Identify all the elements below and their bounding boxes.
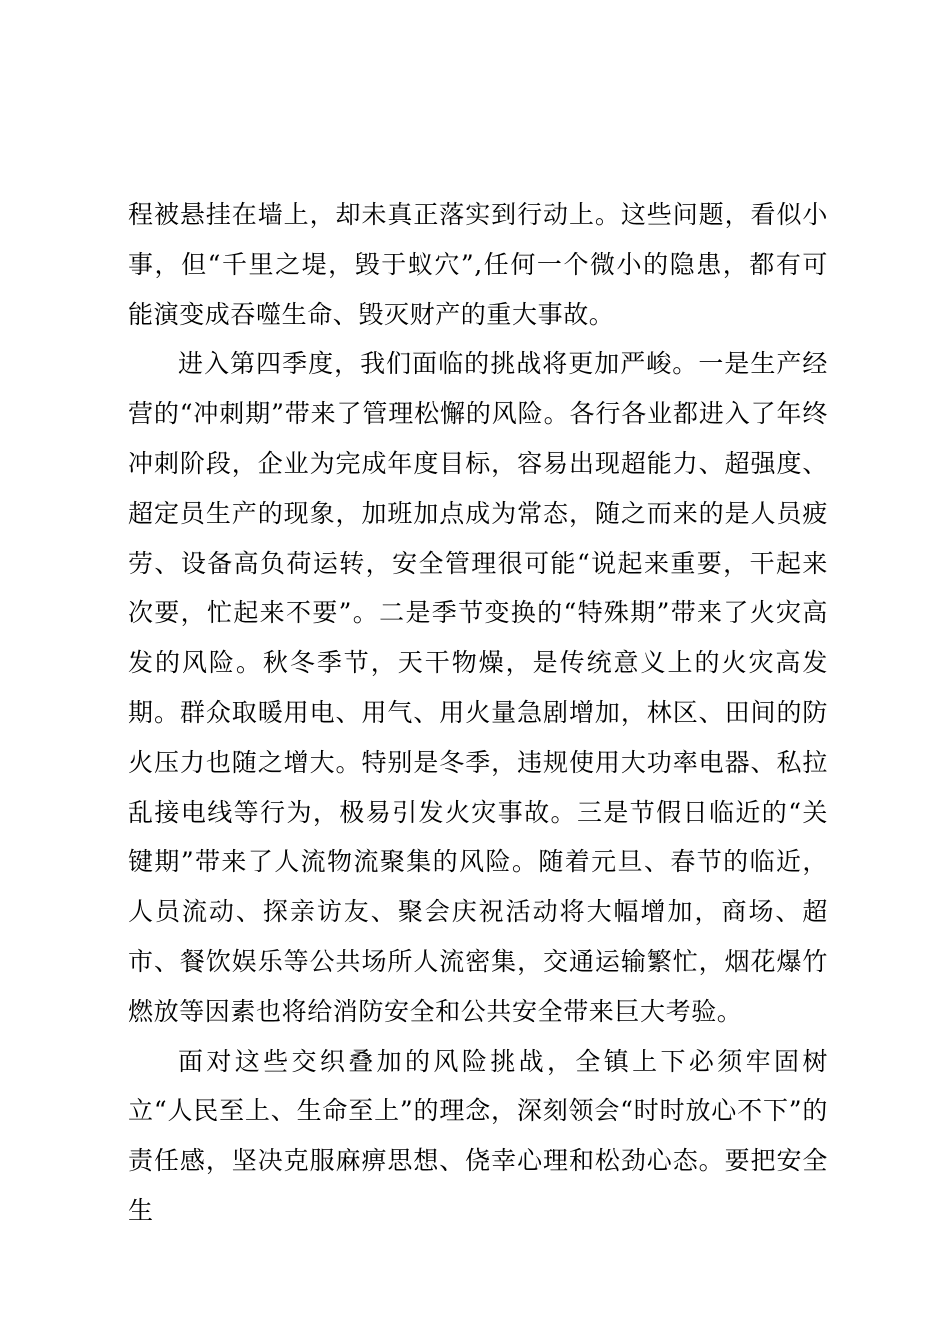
document-body: [128, 190, 828, 1236]
paragraph-fourth-quarter-challenges: 进入第四季度，我们面临的挑战将更加严峻。一是生产经营的“冲刺期”带来了管理松懈的风险。各行各业都进入了年终冲刺阶段，企业为完成年度目标，容易出现超能力、超强度、超定员生产的现象，加班加点成为常态，随之而来的是人员疲劳、设备高负荷运转，安全管理很可能“说起来重要，干起来次要，忙起来不要”。二是季节变换的“特殊期”带来了火灾高发的风险。秋冬季节，天干物燥，是传统意义上的火灾高发期。群众取暖用电、用气、用火量急剧增加，林区、田间的防火压力也随之增大。特别是冬季，违规使用大功率电器、私拉乱接电线等行为，极易引发火灾事故。三是节假日临近的“关键期”带来了人流物流聚集的风险。随着元旦、春节的临近，人员流动、探亲访友、聚会庆祝活动将大幅增加，商场、超市、餐饮娱乐等公共场所人流密集，交通运输繁忙，烟花爆竹燃放等因素也将给消防安全和公共安全带来巨大考验。: [128, 349, 828, 1026]
paragraph-facing-risks: 面对这些交织叠加的风险挑战，全镇上下必须牢固树立“人民至上、生命至上”的理念，深刻领会“时时放心不下”的责任感，坚决克服麻痹思想、侥幸心理和松劲心态。要把安全生: [128, 1046, 828, 1225]
paragraph-continued: 程被悬挂在墙上，却未真正落实到行动上。这些问题，看似小事，但“千里之堤，毁于蚁穴”,任何一个微小的隐患，都有可能演变成吞噬生命、毁灭财产的重大事故。: [128, 200, 828, 329]
